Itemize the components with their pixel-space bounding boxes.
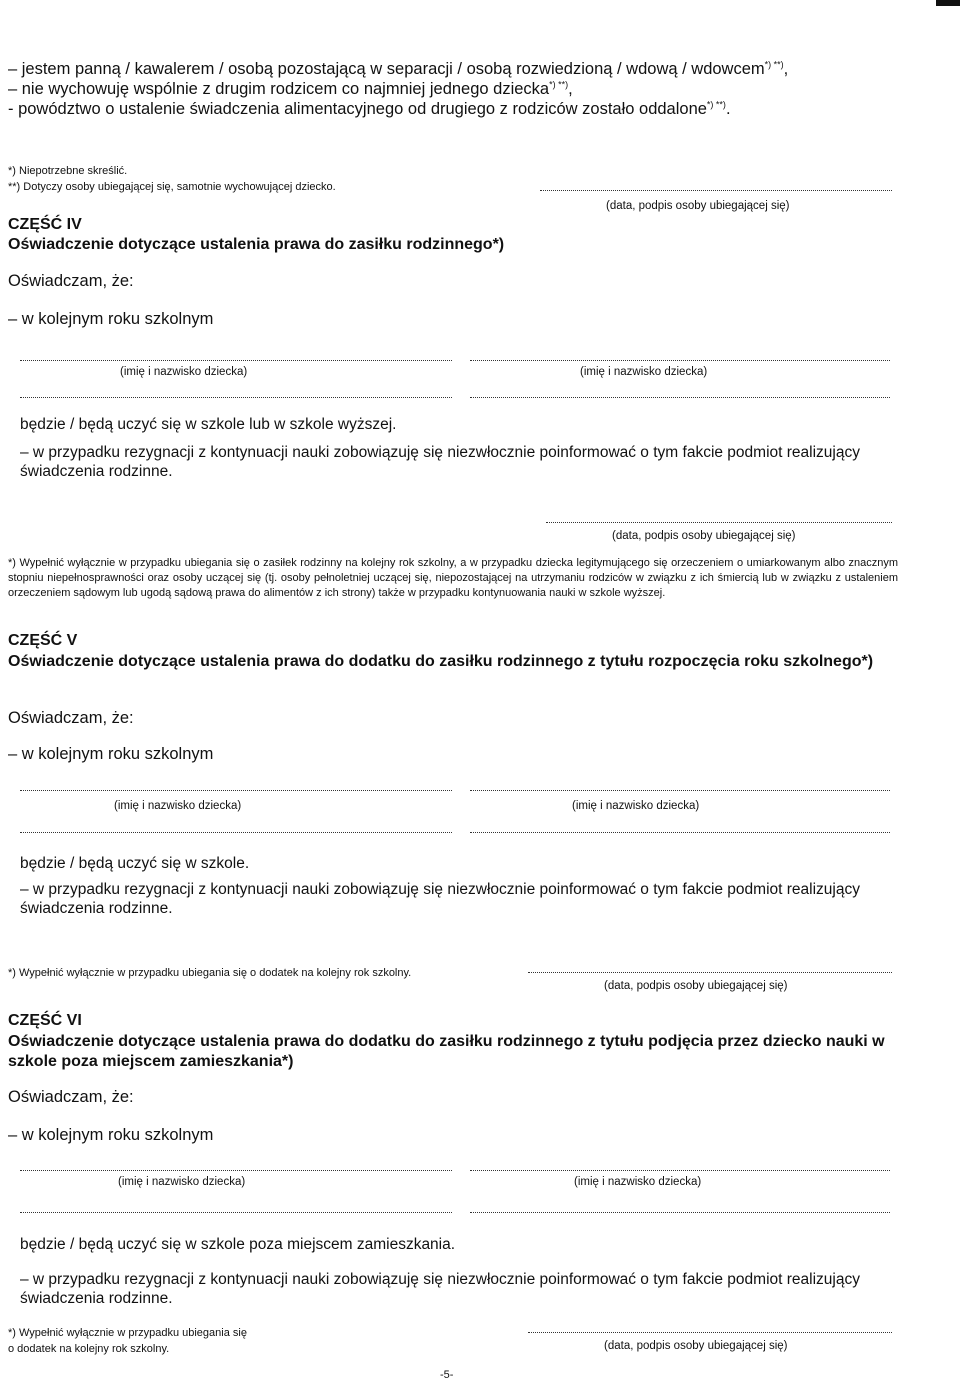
page-number: -5- [440, 1369, 454, 1381]
part-6-title: Oświadczenie dotyczące ustalenia prawa do dodatku do zasiłku rodzinnego z tytułu podjęcia przez dziecko nauki w szkole poza miejscem zamieszkania*) [8, 1033, 885, 1070]
part-6-school: będzie / będą uczyć się w szkole poza miejscem zamieszkania. [20, 1236, 456, 1253]
part-4-year: – w kolejnym roku szkolnym [8, 310, 214, 328]
part-6-signature-line[interactable] [528, 1332, 892, 1333]
part-4-child-4-line[interactable] [470, 397, 890, 398]
part-4-signature-line[interactable] [546, 522, 892, 523]
part-6-year: – w kolejnym roku szkolnym [8, 1126, 214, 1144]
part-4-signature-caption: (data, podpis osoby ubiegającej się) [612, 530, 796, 542]
part-6-child-2-line[interactable] [470, 1170, 890, 1171]
part-4-child-1-line[interactable] [20, 360, 452, 361]
part-4-label: CZĘŚĆ IV [8, 216, 82, 233]
part-4-resign: – w przypadku rezygnacji z kontynuacji nauki zobowiązuję się niezwłocznie poinformować o tym fakcie podmiot realizujący świadczenia rodzinne. [20, 444, 860, 480]
intro-signature-caption: (data, podpis osoby ubiegającej się) [606, 200, 790, 212]
part-6-signature-caption: (data, podpis osoby ubiegającej się) [604, 1340, 788, 1352]
intro-line-3: - powództwo o ustalenie świadczenia alimentacyjnego od drugiego z rodziców zostało oddalone*) **). [8, 99, 731, 118]
part-6-declare: Oświadczam, że: [8, 1088, 134, 1106]
part-6-label: CZĘŚĆ VI [8, 1012, 82, 1029]
part-5-signature-caption: (data, podpis osoby ubiegającej się) [604, 980, 788, 992]
part-4-child-2-line[interactable] [470, 360, 890, 361]
part-5-child-2-caption: (imię i nazwisko dziecka) [572, 800, 700, 812]
part-4-footnote: *) Wypełnić wyłącznie w przypadku ubiegania się o zasiłek rodzinny na kolejny rok szkolny, a w przypadku dziecka legitymującego się orzeczeniem o umiarkowanym albo znacznym stopniu niepełnosprawności oraz osoby uczącej się (tj. osoby pełnoletniej uczącej się, niepozostającej na utrzymaniu rodziców w związku z ich śmiercią lub w związku z ustaleniem orzeczeniem sądowym lub ugodą sądową prawa do alimentów z ich strony) także w przypadku kontynuowania nauki w szkole wyższej. [8, 557, 898, 599]
corner-mark [936, 0, 960, 6]
part-6-child-4-line[interactable] [470, 1212, 890, 1213]
part-5-label: CZĘŚĆ V [8, 632, 78, 649]
part-5-child-1-line[interactable] [20, 790, 452, 791]
intro-footnote-1: *) Niepotrzebne skreślić. [8, 165, 128, 177]
intro-line-2: – nie wychowuję wspólnie z drugim rodzicem co najmniej jednego dziecka*) **), [8, 79, 573, 98]
part-5-resign: – w przypadku rezygnacji z kontynuacji nauki zobowiązuję się niezwłocznie poinformować o tym fakcie podmiot realizujący świadczenia rodzinne. [20, 881, 860, 917]
part-5-child-4-line[interactable] [470, 832, 890, 833]
part-4-title: Oświadczenie dotyczące ustalenia prawa do zasiłku rodzinnego*) [8, 236, 505, 253]
part-5-footnote: *) Wypełnić wyłącznie w przypadku ubiegania się o dodatek na kolejny rok szkolny. [8, 967, 412, 979]
part-5-child-2-line[interactable] [470, 790, 890, 791]
intro-line-1: – jestem panną / kawalerem / osobą pozostającą w separacji / osobą rozwiedzioną / wdową / wdowcem*) **), [8, 59, 789, 78]
part-6-child-3-line[interactable] [20, 1212, 452, 1213]
part-6-resign: – w przypadku rezygnacji z kontynuacji nauki zobowiązuję się niezwłocznie poinformować o tym fakcie podmiot realizujący świadczenia rodzinne. [20, 1271, 860, 1307]
part-5-child-3-line[interactable] [20, 832, 452, 833]
part-5-child-1-caption: (imię i nazwisko dziecka) [114, 800, 242, 812]
intro-footnote-2: **) Dotyczy osoby ubiegającej się, samotnie wychowującej dziecko. [8, 181, 336, 193]
part-4-child-1-caption: (imię i nazwisko dziecka) [120, 366, 248, 378]
part-5-school: będzie / będą uczyć się w szkole. [20, 855, 250, 872]
part-4-declare: Oświadczam, że: [8, 272, 134, 290]
part-6-footnote-line-1: *) Wypełnić wyłącznie w przypadku ubiegania się [8, 1327, 247, 1339]
part-6-child-2-caption: (imię i nazwisko dziecka) [574, 1176, 702, 1188]
part-5-title: Oświadczenie dotyczące ustalenia prawa do dodatku do zasiłku rodzinnego z tytułu rozpoczęcia roku szkolnego*) [8, 653, 874, 670]
part-6-footnote-line-2: o dodatek na kolejny rok szkolny. [8, 1343, 170, 1355]
part-5-signature-line[interactable] [528, 972, 892, 973]
part-6-child-1-line[interactable] [20, 1170, 452, 1171]
part-6-child-1-caption: (imię i nazwisko dziecka) [118, 1176, 246, 1188]
intro-signature-line[interactable] [540, 190, 892, 191]
part-4-child-3-line[interactable] [20, 397, 452, 398]
part-5-year: – w kolejnym roku szkolnym [8, 745, 214, 763]
part-5-declare: Oświadczam, że: [8, 709, 134, 727]
part-4-school: będzie / będą uczyć się w szkole lub w szkole wyższej. [20, 416, 397, 433]
part-4-child-2-caption: (imię i nazwisko dziecka) [580, 366, 708, 378]
